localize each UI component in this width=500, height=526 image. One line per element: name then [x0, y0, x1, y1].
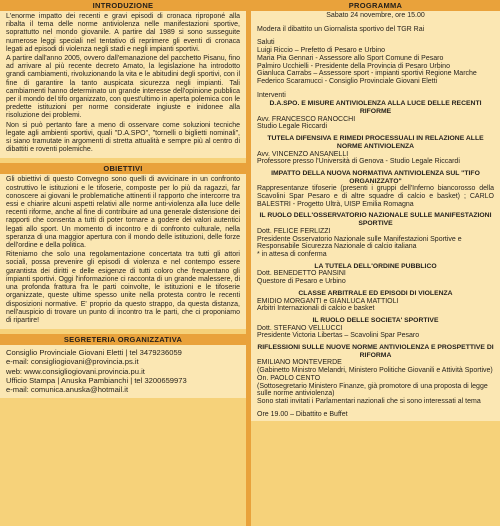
- saluti-item: Maria Pia Gennari - Assessore allo Sport Comune di Pesaro: [257, 54, 444, 62]
- talk-affiliation: Questore di Pesaro e Urbino: [257, 278, 346, 286]
- talk-affiliation: Studio Legale Riccardi: [257, 123, 328, 131]
- intro-section: [0, 11, 246, 158]
- talk-title: RIFLESSIONI SULLE NUOVE NORME ANTIVIOLENZA E PROSPETTIVE DI RIFORMA: [257, 344, 494, 359]
- right-column: [251, 0, 500, 526]
- talk-affiliation: Presidente Victoria Libertas – Scavolini Spar Pesaro: [257, 332, 420, 340]
- saluti-item: Palmiro Ucchielli - Presidente della Provincia di Pesaro Urbino: [257, 62, 450, 70]
- talk-affiliation: (Gabinetto Ministro Melandri, Ministero Politiche Giovanili e Attività Sportive): [257, 367, 493, 375]
- talk-title: IL RUOLO DELLE SOCIETA' SPORTIVE: [312, 316, 439, 324]
- obiettivi-header: OBIETTIVI: [0, 163, 246, 174]
- contact-web[interactable]: web: www.consigliogiovani.provincia.pu.it: [6, 366, 145, 376]
- press-email[interactable]: e-mail: comunica.anuska@hotmail.it: [6, 385, 129, 395]
- contact-email[interactable]: e-mail: consigliogiovani@provincia.ps.it: [6, 357, 139, 367]
- talk-speaker: Avv. FRANCESCO RANOCCHI: [257, 115, 356, 123]
- saluti-item: Gianluca Carrabs – Assessore sport - impianti sportivi Regione Marche: [257, 70, 477, 78]
- talk-speaker: On. PAOLO CENTO: [257, 374, 321, 382]
- programma-header: PROGRAMMA: [251, 0, 500, 11]
- talk-affiliation: Arbitri Internazionali di calcio e basket: [257, 305, 375, 313]
- moderator-line: Modera il dibattito un Giornalista sportivo del TGR Rai: [257, 25, 425, 33]
- obiettivi-paragraph: Riteniamo che solo una regolamentazione concertata tra tutti gli attori sociali, possa prevenire gli episodi di violenza e nel contempo essere garantista dei diritti e delle esigenze di tutti coloro che frequentano gli impianti sportivi. Oggi l'informazione ci racconta di un grande malessere, di una profonda frattura fra le parti coinvolte, le istituzioni e le tifoserie organizzate, queste ultime spesso unite nella protesta contro le recenti disposizioni normative. E' proprio da questo strappo, da questa distanza, nell'auspicio di trovare un punto di incontro tra le parti, che ci proponiamo di ripartire!: [6, 251, 240, 324]
- contact-line: Consiglio Provinciale Giovani Eletti | tel 3479236059: [6, 348, 182, 358]
- talk-title: IL RUOLO DELL'OSSERVATORIO NAZIONALE SULLE MANIFESTAZIONI SPORTIVE: [259, 212, 492, 228]
- interventi-label: Interventi: [257, 91, 286, 99]
- talk-affiliation: Professore presso l'Università di Genova - Studio Legale Riccardi: [257, 158, 460, 166]
- intro-paragraph: A partire dall'anno 2005, ovvero dall'emanazione del pacchetto Pisanu, fino ad arrivare al più recente decreto Amato, la legislazione ha introdotto grandi cambiamenti, rivoluzionando la vita e le abitudini degli sportivi, con il fine di garantire la tanto auspicata sicurezza negli impianti. Tali cambiamenti hanno determinato un grande interesse dell'opinione pubblica per il mondo del tifo organizzato, con quest'ultimo in aperta polemica con le predette istituzioni per norme considerate ingiuste e inidonee alla risoluzione dei problemi.: [6, 55, 240, 120]
- talk-title: IMPATTO DELLA NUOVA NORMATIVA ANTIVIOLENZA SUL "TIFO ORGANIZZATO": [271, 169, 480, 185]
- talk-speaker: Dott. FELICE FERLIZZI: [257, 227, 331, 235]
- segreteria-header: SEGRETERIA ORGANIZZATIVA: [0, 334, 246, 345]
- talk-speaker: EMIDIO MORGANTI e GIANLUCA MATTIOLI: [257, 297, 399, 305]
- programma-section: [251, 11, 500, 421]
- talk-note: Sono stati invitati i Parlamentari nazionali che si sono interessati al tema: [257, 397, 481, 405]
- talk-speaker: Dott. BENEDETTO PANSINI: [257, 270, 346, 278]
- intro-paragraph: Non si può pertanto fare a meno di osservare come soluzioni tecniche legate agli ambienti sportivi, quali "D.A.SPO", "tornelli o biglietti nominali", si siano tramutate in argomenti di stretta attualità e sempre più al centro di dibattiti e roventi polemiche.: [6, 121, 240, 154]
- event-date: Sabato 24 novembre, ore 15.00: [326, 12, 425, 19]
- talk-speaker: Rappresentanze tifoserie (presenti i gruppi dell'Inferno biancorosso della Scavolini Spar Pesaro e di altre squadre di calcio e basket) ; CARLO BALESTRI - Progetto Ultrà, UISP Emilia Romagna: [257, 185, 494, 208]
- talk-speaker: EMILIANO MONTEVERDE: [257, 359, 342, 367]
- press-office-line: Ufficio Stampa | Anuska Pambianchi | tel 3200659973: [6, 376, 187, 385]
- talk-title: CLASSE ARBITRALE ED EPISODI DI VIOLENZA: [298, 289, 453, 297]
- talk-title: D.A.SPO. E MISURE ANTIVIOLENZA ALLA LUCE DELLE RECENTI RIFORME: [269, 100, 482, 116]
- intro-header: INTRODUZIONE: [0, 0, 246, 11]
- saluti-item: Federico Scaramucci - Consiglio Provinciale Giovani Eletti: [257, 77, 438, 85]
- talk-affiliation: (Sottosegretario Ministero Finanze, già promotore di una proposta di legge sulle norme antiviolenza): [257, 382, 488, 398]
- closing-line: Ore 19.00 – Dibattito e Buffet: [257, 410, 348, 418]
- talk-title: LA TUTELA DELL'ORDINE PUBBLICO: [314, 262, 437, 270]
- talk-title: TUTELA DIFENSIVA E RIMEDI PROCESSUALI IN RELAZIONE ALLE NORME ANTIVIOLENZA: [267, 135, 484, 150]
- talk-note: * in attesa di conferma: [257, 250, 327, 258]
- obiettivi-paragraph: Gli obiettivi di questo Convegno sono quelli di avvicinare in un confronto costruttivo le istituzioni e le tifoserie, composte per lo più da ragazzi, far conoscere ai giovani le problematiche attinenti il rapporto che intercorre tra essi e chiarire alcuni aspetti relativi alle norme anti-violenza alla luce delle recenti riforme, anche al fine di contribuire ad una generale distensione dei rapporti che consenta a tutti di poter tornare a godere dei valori autentici legati allo sport. Un momento di incontro e di confronto culturale, nella speranza di una maggior apertura con il mondo delle istituzioni, delle forze dell'ordine e della politica.: [6, 176, 240, 250]
- talk-speaker: Dott. STEFANO VELLUCCI: [257, 324, 343, 332]
- talk-affiliation: Presidente Osservatorio Nazionale sulle Manifestazioni Sportive e Responsabile Sicurezza Nazionale di calcio italiana: [257, 235, 462, 251]
- talk-speaker: Avv. VINCENZO ANSANELLI: [257, 150, 349, 158]
- obiettivi-section: [0, 174, 246, 329]
- intro-paragraph: L'enorme impatto dei recenti e gravi episodi di cronaca riproponé alla ribalta il tema delle norme antiviolenza nelle manifestazioni sportive, soprattutto nel mondo giovanile. A partire dal 1989 si sono susseguite numerose leggi speciali nel tentativo di reprimere gli eventi di cronaca legati ad episodi di violenza negli stadi e negli impianti sportivi.: [6, 13, 240, 53]
- saluti-label: Saluti: [257, 39, 275, 47]
- left-column: [0, 0, 246, 526]
- segreteria-section: [0, 345, 246, 397]
- saluti-item: Luigi Riccio – Prefetto di Pesaro e Urbino: [257, 47, 386, 55]
